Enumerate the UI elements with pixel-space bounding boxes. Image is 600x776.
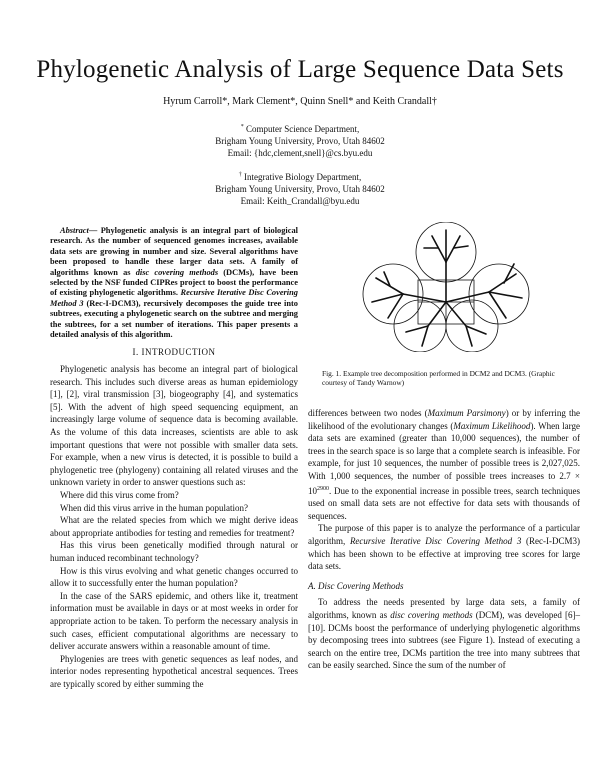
affiliation-dept: * Computer Science Department, (240, 124, 360, 134)
abstract: Abstract— Phylogenetic analysis is an integral part of biological research. As the number of sequenced genomes increases, available data sets are growing in number and size. Several algorithms have been proposed to handle these larger data sets. A family of algorithms known as disc covering methods (DCMs), have been selected by the NSF funded CIPRes project to boost the performance of existing phylogenetic algorithms. Recursive Iterative Disc Covering Method 3 (Rec-I-DCM3), recursively decomposes the guide tree into subtrees, executing a phylogenetic search on the subtree and merging the subtrees, for a set number of iterations. This paper presents a detailed analysis of this algorithm. (50, 226, 298, 340)
disc-circle (363, 264, 423, 324)
question: Has this virus been genetically modified through natural or human induced recombinant technology? (50, 540, 298, 563)
paragraph: differences between two nodes (Maximum Parsimony) or by inferring the likelihood of the evolutionary changes (Maximum Likelihood). When large data sets are examined (greater than 10,000 sequences), the number of trees in the search space is so large that a complete search is infeasible. For example, for just 10 sequences, the number of possible trees is 2,027,025. With 1,000 sequences, the number of possible trees increases to $2.7 \times 10^{2900}$. Due to the exponential increase in possible trees, search techniques used on small data sets are not effective for data sets with thousands of sequences. (308, 408, 580, 521)
question: When did this virus arrive in the human population? (60, 502, 248, 513)
question: Where did this virus come from? (60, 490, 179, 500)
paper-title: Phylogenetic Analysis of Large Sequence Data Sets (36, 56, 564, 83)
section-heading: I. INTRODUCTION (132, 347, 216, 358)
figure-caption: Fig. 1. Example tree decomposition performed in DCM2 and DCM3. (Graphic courtesy of Tandy Warnow) (322, 369, 555, 388)
paragraph: In the case of the SARS epidemic, and others like it, treatment information must be available in days or at most weeks in order for appropriate action to be taken. To perform the necessary analysis in such cases, efficient computational algorithms are necessary to deliver accurate answers within a reasonable amount of time. (50, 590, 298, 652)
affiliation-email: Email: Keith_Crandall@byu.edu (240, 196, 360, 206)
left-column (50, 226, 298, 691)
paragraph: The purpose of this paper is to analyze the performance of a particular algorithm, Recursive Iterative Disc Covering Method 3 (Rec-I-DCM3) which has been shown to be effective at improving tree scores for large data sets. (308, 523, 580, 572)
affiliation-univ: Brigham Young University, Provo, Utah 84602 (215, 184, 385, 194)
affiliation-univ: Brigham Young University, Provo, Utah 84602 (215, 136, 385, 146)
affiliation-email: Email: {hdc,clement,snell}@cs.byu.edu (227, 148, 373, 158)
author-list: Hyrum Carroll*, Mark Clement*, Quinn Snell* and Keith Crandall† (163, 96, 437, 107)
question: What are the related species from which we might derive ideas about appropriate antibodies for testing and remedies for treatment? (50, 515, 298, 538)
affiliation-dept: † Integrative Biology Department, (238, 172, 362, 182)
affiliation-bio (0, 169, 600, 207)
paragraph: To address the needs presented by large data sets, a family of algorithms, known as disc covering methods (DCM), was developed [6]–[10]. DCMs boost the performance of underlying phylogenetic algorithms by decomposing trees into subtrees (see Figure 1). Instead of executing a search on the entire tree, DCMs partition the tree into many subtrees that can be easily searched. Since the sum of the number of (308, 597, 580, 671)
subsection-heading: A. Disc Covering Methods (308, 580, 404, 591)
paragraph: Phylogenies are trees with genetic sequences as leaf nodes, and interior nodes representing hypothetical ancestral sequences. Trees are typically scored by either summing the (50, 653, 298, 689)
tree-decomposition-figure (348, 222, 544, 352)
paragraph: Phylogenetic analysis has become an integral part of biological research. This includes such diverse areas as human epidemiology [1], [2], viral transmission [3], biogeography [4], and systematics [5]. With the advent of high speed sequencing equipment, an increasingly large volume of sequence data is becoming available. As the volume of this data increases, scientists are able to ask important questions that were not possible with smaller data sets. For example, when a new virus is detected, it is possible to build a phylogenetic tree (phylogeny) containing all related viruses and the unknown variety in order to answer questions such as: (50, 364, 298, 488)
right-column (308, 407, 580, 672)
question: How is this virus evolving and what genetic changes occurred to allow it to successfully enter the human population? (50, 565, 298, 589)
affiliation-cs (0, 121, 600, 159)
